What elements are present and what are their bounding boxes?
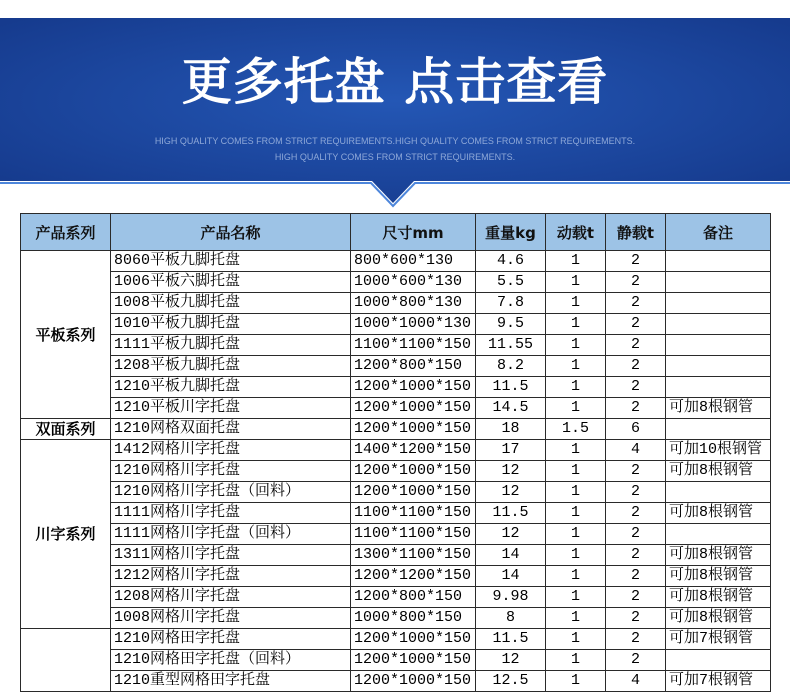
static-load-cell: 2 (606, 314, 666, 335)
static-load-cell: 4 (606, 671, 666, 692)
product-name-cell: 1210重型网格田字托盘 (111, 671, 351, 692)
note-cell (666, 356, 771, 377)
product-name-cell: 1210网格川字托盘（回料） (111, 482, 351, 503)
product-name-cell: 1208网格川字托盘 (111, 587, 351, 608)
table-header-row (21, 214, 771, 251)
dynamic-load-cell: 1 (546, 461, 606, 482)
dynamic-load-cell: 1 (546, 314, 606, 335)
product-name-cell: 1210平板川字托盘 (111, 398, 351, 419)
banner-subtitle-line-1: HIGH QUALITY COMES FROM STRICT REQUIREMENTS.HIGH QUALITY COMES FROM STRICT REQUIREMENTS. (154, 136, 636, 146)
static-load-cell: 2 (606, 272, 666, 293)
size-cell: 1000*800*150 (351, 608, 476, 629)
dynamic-load-cell: 1 (546, 482, 606, 503)
product-name-cell: 1210网格川字托盘 (111, 461, 351, 482)
static-load-cell: 2 (606, 356, 666, 377)
size-cell: 1200*800*150 (351, 587, 476, 608)
table-row (21, 482, 771, 503)
table-row (21, 608, 771, 629)
static-load-cell: 6 (606, 419, 666, 440)
dynamic-load-cell: 1.5 (546, 419, 606, 440)
dynamic-load-cell: 1 (546, 503, 606, 524)
header-note: 备注 (666, 214, 771, 251)
dynamic-load-cell: 1 (546, 587, 606, 608)
static-load-cell: 2 (606, 461, 666, 482)
weight-cell: 9.98 (476, 587, 546, 608)
table-header (21, 214, 771, 251)
dynamic-load-cell: 1 (546, 545, 606, 566)
dynamic-load-cell: 1 (546, 356, 606, 377)
note-cell (666, 335, 771, 356)
dynamic-load-cell: 1 (546, 524, 606, 545)
size-cell: 1100*1100*150 (351, 335, 476, 356)
table-row (21, 650, 771, 671)
product-name-cell: 1008平板九脚托盘 (111, 293, 351, 314)
static-load-cell: 2 (606, 335, 666, 356)
note-cell (666, 272, 771, 293)
dynamic-load-cell: 1 (546, 293, 606, 314)
weight-cell: 11.5 (476, 377, 546, 398)
static-load-cell: 2 (606, 545, 666, 566)
table-row (21, 356, 771, 377)
weight-cell: 12 (476, 482, 546, 503)
more-pallets-banner[interactable] (0, 0, 790, 210)
dynamic-load-cell: 1 (546, 440, 606, 461)
static-load-cell: 2 (606, 566, 666, 587)
header-series: 产品系列 (21, 214, 111, 251)
size-cell: 1200*1000*150 (351, 461, 476, 482)
header-size: 尺寸mm (351, 214, 476, 251)
table-row (21, 419, 771, 440)
banner-title[interactable]: 更多托盘 点击查看 (181, 53, 609, 111)
dynamic-load-cell: 1 (546, 650, 606, 671)
table-row (21, 335, 771, 356)
note-cell: 可加8根钢管 (666, 608, 771, 629)
weight-cell: 11.5 (476, 503, 546, 524)
static-load-cell: 2 (606, 482, 666, 503)
header-weight: 重量kg (476, 214, 546, 251)
note-cell (666, 482, 771, 503)
dynamic-load-cell: 1 (546, 251, 606, 272)
note-cell: 可加8根钢管 (666, 398, 771, 419)
table-row (21, 440, 771, 461)
pallet-table-body (21, 251, 771, 692)
product-name-cell: 1111网格川字托盘（回料） (111, 524, 351, 545)
header-dynamic-load: 动载t (546, 214, 606, 251)
weight-cell: 11.55 (476, 335, 546, 356)
weight-cell: 12.5 (476, 671, 546, 692)
static-load-cell: 2 (606, 503, 666, 524)
size-cell: 1200*1000*150 (351, 671, 476, 692)
table-row (21, 314, 771, 335)
product-name-cell: 1010平板九脚托盘 (111, 314, 351, 335)
static-load-cell: 2 (606, 524, 666, 545)
weight-cell: 12 (476, 524, 546, 545)
product-name-cell: 1210网格田字托盘 (111, 629, 351, 650)
header-product-name: 产品名称 (111, 214, 351, 251)
weight-cell: 12 (476, 650, 546, 671)
size-cell: 1000*800*130 (351, 293, 476, 314)
size-cell: 800*600*130 (351, 251, 476, 272)
product-name-cell: 1208平板九脚托盘 (111, 356, 351, 377)
size-cell: 1200*800*150 (351, 356, 476, 377)
product-name-cell: 8060平板九脚托盘 (111, 251, 351, 272)
dynamic-load-cell: 1 (546, 629, 606, 650)
size-cell: 1000*1000*130 (351, 314, 476, 335)
table-row (21, 461, 771, 482)
note-cell (666, 419, 771, 440)
size-cell: 1000*600*130 (351, 272, 476, 293)
static-load-cell: 2 (606, 587, 666, 608)
dynamic-load-cell: 1 (546, 566, 606, 587)
size-cell: 1200*1200*150 (351, 566, 476, 587)
weight-cell: 8.2 (476, 356, 546, 377)
weight-cell: 11.5 (476, 629, 546, 650)
product-name-cell: 1210平板九脚托盘 (111, 377, 351, 398)
product-name-cell: 1311网格川字托盘 (111, 545, 351, 566)
weight-cell: 7.8 (476, 293, 546, 314)
size-cell: 1200*1000*150 (351, 629, 476, 650)
table-row (21, 272, 771, 293)
product-name-cell: 1006平板六脚托盘 (111, 272, 351, 293)
product-name-cell: 1111网格川字托盘 (111, 503, 351, 524)
dynamic-load-cell: 1 (546, 671, 606, 692)
size-cell: 1200*1000*150 (351, 650, 476, 671)
product-name-cell: 1210网格田字托盘（回料） (111, 650, 351, 671)
table-row (21, 377, 771, 398)
table-row (21, 629, 771, 650)
weight-cell: 14 (476, 545, 546, 566)
product-name-cell: 1210网格双面托盘 (111, 419, 351, 440)
size-cell: 1200*1000*150 (351, 398, 476, 419)
note-cell (666, 377, 771, 398)
weight-cell: 18 (476, 419, 546, 440)
table-row (21, 503, 771, 524)
static-load-cell: 2 (606, 377, 666, 398)
note-cell: 可加7根钢管 (666, 629, 771, 650)
dynamic-load-cell: 1 (546, 272, 606, 293)
table-row (21, 566, 771, 587)
dynamic-load-cell: 1 (546, 398, 606, 419)
dynamic-load-cell: 1 (546, 377, 606, 398)
static-load-cell: 2 (606, 608, 666, 629)
note-cell: 可加8根钢管 (666, 566, 771, 587)
size-cell: 1100*1100*150 (351, 503, 476, 524)
note-cell (666, 524, 771, 545)
size-cell: 1300*1100*150 (351, 545, 476, 566)
product-name-cell: 1412网格川字托盘 (111, 440, 351, 461)
product-name-cell: 1008网格川字托盘 (111, 608, 351, 629)
size-cell: 1400*1200*150 (351, 440, 476, 461)
product-name-cell: 1212网格川字托盘 (111, 566, 351, 587)
note-cell: 可加10根钢管 (666, 440, 771, 461)
note-cell: 可加8根钢管 (666, 503, 771, 524)
table-row (21, 671, 771, 692)
weight-cell: 14 (476, 566, 546, 587)
note-cell (666, 251, 771, 272)
series-cell: 双面系列 (21, 419, 111, 440)
product-name-cell: 1111平板九脚托盘 (111, 335, 351, 356)
static-load-cell: 2 (606, 251, 666, 272)
note-cell: 可加8根钢管 (666, 587, 771, 608)
size-cell: 1200*1000*150 (351, 419, 476, 440)
note-cell (666, 650, 771, 671)
weight-cell: 14.5 (476, 398, 546, 419)
static-load-cell: 4 (606, 440, 666, 461)
weight-cell: 4.6 (476, 251, 546, 272)
static-load-cell: 2 (606, 293, 666, 314)
weight-cell: 17 (476, 440, 546, 461)
static-load-cell: 2 (606, 398, 666, 419)
dynamic-load-cell: 1 (546, 608, 606, 629)
table-row (21, 293, 771, 314)
static-load-cell: 2 (606, 629, 666, 650)
weight-cell: 12 (476, 461, 546, 482)
table-row (21, 251, 771, 272)
header-static-load: 静载t (606, 214, 666, 251)
note-cell (666, 293, 771, 314)
weight-cell: 8 (476, 608, 546, 629)
static-load-cell: 2 (606, 650, 666, 671)
size-cell: 1200*1000*150 (351, 482, 476, 503)
table-row (21, 398, 771, 419)
weight-cell: 9.5 (476, 314, 546, 335)
table-row (21, 545, 771, 566)
banner-subtitle-line-2: HIGH QUALITY COMES FROM STRICT REQUIREMENTS. (274, 152, 516, 162)
dynamic-load-cell: 1 (546, 335, 606, 356)
note-cell: 可加8根钢管 (666, 545, 771, 566)
pallet-spec-table (20, 213, 771, 692)
series-cell: 平板系列 (21, 251, 111, 419)
series-cell: 川字系列 (21, 440, 111, 629)
series-cell (21, 629, 111, 692)
weight-cell: 5.5 (476, 272, 546, 293)
note-cell: 可加7根钢管 (666, 671, 771, 692)
size-cell: 1100*1100*150 (351, 524, 476, 545)
table-row (21, 524, 771, 545)
note-cell: 可加8根钢管 (666, 461, 771, 482)
note-cell (666, 314, 771, 335)
table-row (21, 587, 771, 608)
size-cell: 1200*1000*150 (351, 377, 476, 398)
